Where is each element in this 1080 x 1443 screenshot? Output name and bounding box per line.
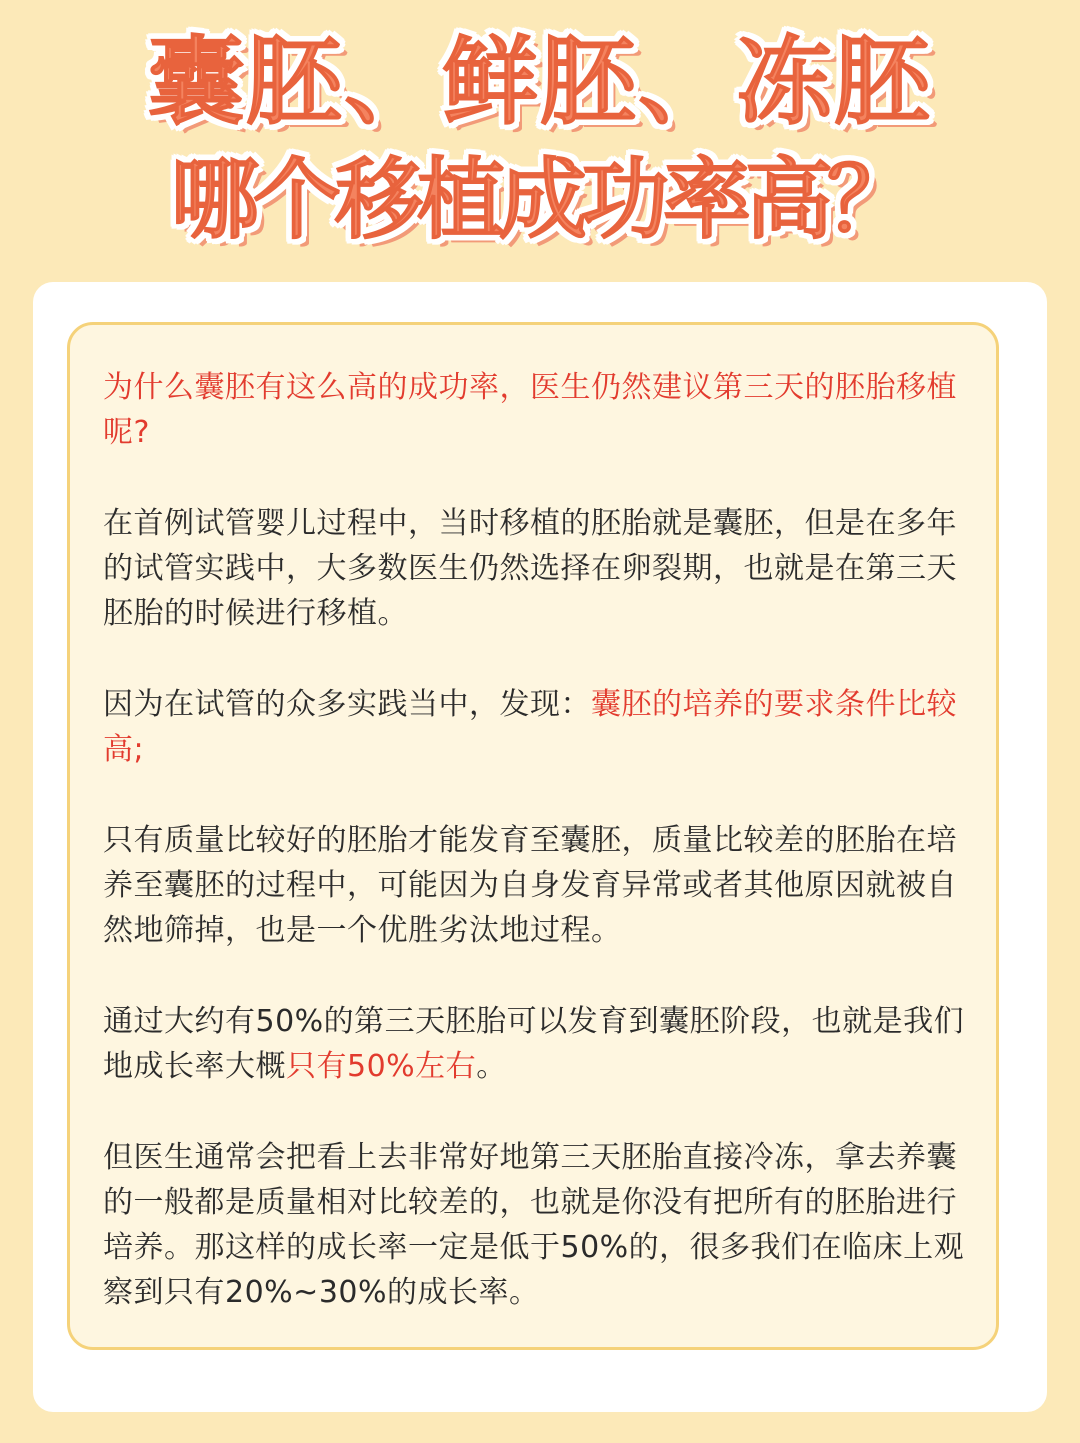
- rate-paragraph: [103, 999, 966, 1089]
- reason-paragraph: [103, 682, 966, 772]
- reason-highlight: 囊胚的培养的要求条件比较高;: [103, 687, 957, 767]
- clinical-paragraph: 但医生通常会把看上去非常好地第三天胚胎直接冷冻，拿去养囊的一般都是质量相对比较差的，也就是你没有把所有的胚胎进行培养。那这样的成长率一定是低于50%的，很多我们在临床上观察到只有20%~30%的成长率。: [103, 1140, 965, 1310]
- title-block: [0, 22, 1080, 256]
- title-line-1: 囊胚、鲜胚、冻胚: [148, 26, 932, 138]
- content-panel: [67, 322, 999, 1350]
- rate-end: 。: [476, 1049, 507, 1084]
- rate-highlight: 只有50%左右: [286, 1049, 477, 1084]
- quality-paragraph: 只有质量比较好的胚胎才能发育至囊胚，质量比较差的胚胎在培养至囊胚的过程中，可能因为自身发育异常或者其他原因就被自然地筛掉，也是一个优胜劣汰地过程。: [103, 823, 957, 948]
- history-paragraph: 在首例试管婴儿过程中，当时移植的胚胎就是囊胚，但是在多年的试管实践中，大多数医生仍然选择在卵裂期，也就是在第三天胚胎的时候进行移植。: [103, 506, 957, 631]
- title-line-2: 哪个移植成功率高？: [170, 148, 909, 251]
- reason-text: 因为在试管的众多实践当中，发现：: [103, 687, 591, 722]
- rate-text: 通过大约有50%的第三天胚胎可以发育到囊胚阶段，也就是我们地成长率大概: [103, 1004, 965, 1084]
- question-paragraph: 为什么囊胚有这么高的成功率，医生仍然建议第三天的胚胎移植呢?: [103, 370, 957, 450]
